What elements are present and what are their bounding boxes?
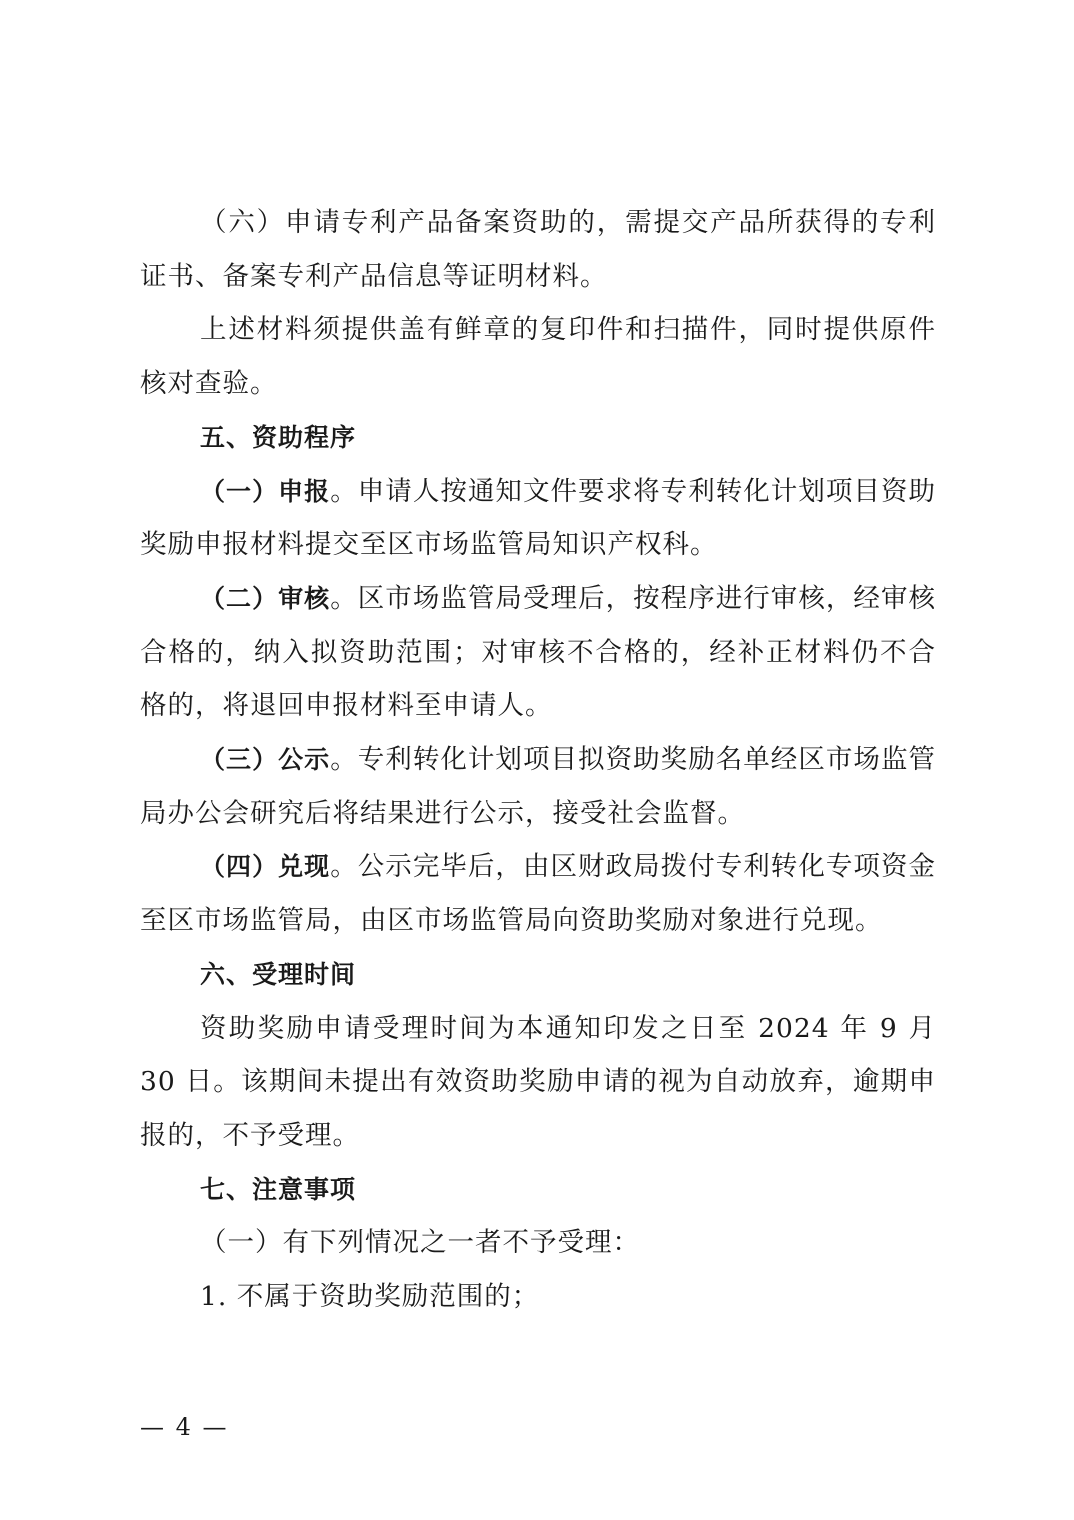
item-text: 。专利转化计划项目拟资助奖励名单经区市场监管局办公会研究后将结果进行公示，接受社会监督。 <box>140 744 936 829</box>
paragraph-materials-note: 上述材料须提供盖有鲜章的复印件和扫描件，同时提供原件核对查验。 <box>140 314 936 400</box>
item-lead: （三）公示 <box>200 745 331 775</box>
item-text: 。申请人按通知文件要求将专利转化计划项目资助奖励申报材料提交至区市场监管局知识产权科。 <box>140 475 936 561</box>
procedure-item-declare <box>140 465 936 572</box>
paragraph-acceptance-time: 资助奖励申请受理时间为本通知印发之日至 2024 年 9 月 30 日。该期间未提出有效资助奖励申请的视为自动放弃，逾期申报的，不予受理。 <box>140 1012 936 1151</box>
item-text: 。区市场监管局受理后，按程序进行审核，经审核合格的，纳入拟资助范围；对审核不合格的，经补正材料仍不合格的，将退回申报材料至申请人。 <box>140 582 936 722</box>
section-heading-notes: 七、注意事项 <box>200 1174 357 1204</box>
procedure-item-review <box>140 572 936 733</box>
item-text: 。公示完毕后，由区财政局拨付专利转化专项资金至区市场监管局，由区市场监管局向资助奖励对象进行兑现。 <box>140 851 936 937</box>
section-heading-acceptance-time: 六、受理时间 <box>200 959 357 989</box>
page-number: — 4 — <box>140 1413 229 1441</box>
paragraph-six-patent-product: （六）申请专利产品备案资助的，需提交产品所获得的专利证书、备案专利产品信息等证明材料。 <box>140 207 936 292</box>
document-body <box>140 196 936 1324</box>
section-heading-procedure: 五、资助程序 <box>200 422 357 452</box>
item-lead: （二）审核 <box>200 583 331 613</box>
procedure-item-publicize <box>140 733 936 840</box>
paragraph-not-accepted: （一）有下列情况之一者不予受理： <box>200 1227 640 1259</box>
procedure-item-cash <box>140 840 936 947</box>
item-lead: （一）申报 <box>200 476 331 506</box>
item-lead: （四）兑现 <box>200 852 331 882</box>
paragraph-item-1: 1. 不属于资助奖励范围的； <box>200 1281 540 1313</box>
